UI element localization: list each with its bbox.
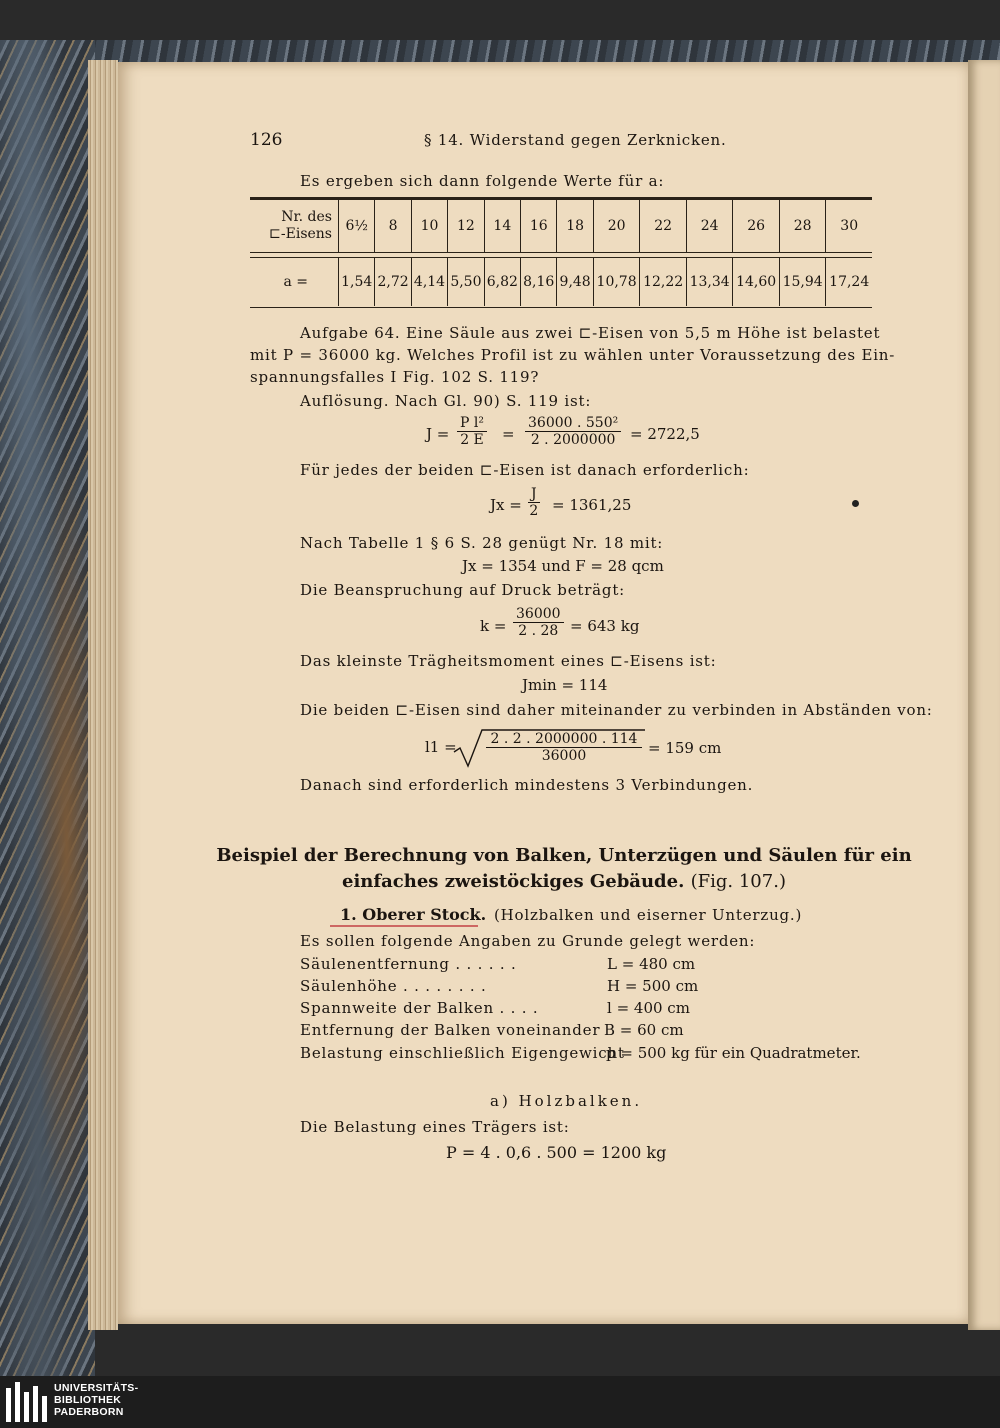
table-cell: 22	[640, 200, 687, 253]
table-cell: 9,48	[557, 258, 593, 307]
table-cell: 17,24	[826, 258, 872, 307]
solution-intro: Auflösung. Nach Gl. 90) S. 119 ist:	[300, 392, 592, 410]
page-number: 126	[250, 130, 283, 150]
fraction-numerator: J	[528, 486, 540, 503]
page-edges	[88, 60, 118, 1330]
text-stress: Die Beanspruchung auf Druck beträgt:	[300, 581, 625, 599]
table-cell: 24	[686, 200, 733, 253]
table-cell: 14,60	[733, 258, 780, 307]
library-name-line1: UNIVERSITÄTS-	[54, 1382, 139, 1394]
param-label: Entfernung der Balken voneinander	[300, 1021, 601, 1039]
table-cell: 16	[521, 200, 557, 253]
formula-equals: =	[502, 425, 515, 443]
table-cell: 20	[593, 200, 640, 253]
example-intro: Es sollen folgende Angaben zu Grunde gelegt werden:	[300, 932, 756, 950]
param-label: Säulenhöhe . . . . . . . .	[300, 977, 487, 995]
task-line-2: mit P = 36000 kg. Welches Profil ist zu wählen unter Voraussetzung des Ein-	[250, 346, 896, 364]
example-heading-line-2	[200, 871, 928, 892]
example-heading-line-1: Beispiel der Berechnung von Balken, Unterzügen und Säulen für ein	[216, 845, 912, 866]
table-cell: 1,54	[339, 258, 375, 307]
library-name	[54, 1382, 138, 1418]
table-cell: 13,34	[686, 258, 733, 307]
fraction-denominator: 2 . 2000000	[530, 432, 616, 448]
section-a-title: a) Holzbalken.	[490, 1092, 643, 1110]
table-cell: 30	[826, 200, 872, 253]
row-label-line1: Nr. des	[281, 209, 332, 225]
task-line-1: Aufgabe 64. Eine Säule aus zwei ⊏-Eisen von 5,5 m Höhe ist belastet	[300, 324, 881, 342]
table-cell: 12	[448, 200, 484, 253]
values-table	[250, 200, 872, 306]
row-label-a: a =	[283, 274, 308, 290]
table-row-values	[250, 258, 872, 307]
book-cover-marble-left	[0, 40, 95, 1380]
row-label-line2: ⊏-Eisens	[269, 226, 332, 242]
footer-bar	[0, 1376, 1000, 1428]
running-head: § 14. Widerstand gegen Zerknicken.	[424, 131, 727, 149]
param-label: Belastung einschließlich Eigengewicht	[300, 1044, 625, 1062]
fraction-denominator: 2	[529, 503, 539, 519]
load-text: Die Belastung eines Trägers ist:	[300, 1118, 570, 1136]
text-result: Danach sind erforderlich mindestens 3 Verbindungen.	[300, 776, 754, 794]
table-row-profiles	[250, 200, 872, 253]
row-label-profile	[250, 200, 339, 253]
table-cell: 2,72	[375, 258, 411, 307]
formula-jx-fraction	[528, 486, 540, 519]
param-value: H = 500 cm	[607, 977, 699, 995]
table-cell: 14	[484, 200, 520, 253]
table-cell: 10,78	[593, 258, 640, 307]
formula-j-fraction-1	[457, 415, 487, 448]
table-bottom-rule	[250, 307, 872, 308]
fraction-denominator: 2 E	[460, 432, 484, 448]
example-heading-fig: (Fig. 107.)	[690, 871, 786, 892]
param-value: l = 400 cm	[607, 999, 690, 1017]
table-cell: 26	[733, 200, 780, 253]
table-cell: 5,50	[448, 258, 484, 307]
fraction-numerator: 36000	[513, 606, 564, 623]
formula-j-fraction-2	[525, 415, 621, 448]
table-cell: 15,94	[779, 258, 826, 307]
formula-j-lhs: J =	[426, 425, 450, 443]
example-heading-title: einfaches zweistöckiges Gebäude.	[342, 871, 685, 892]
table-cell: 28	[779, 200, 826, 253]
formula-l1-lhs: l1 =	[425, 738, 457, 756]
library-logo-icon	[6, 1382, 46, 1422]
fraction-numerator: P l²	[457, 415, 487, 432]
table-cell: 12,22	[640, 258, 687, 307]
fraction-numerator: 2 . 2 . 2000000 . 114	[486, 731, 642, 748]
task-line-3: spannungsfalles I Fig. 102 S. 119?	[250, 368, 540, 386]
red-pencil-underline	[330, 925, 478, 927]
text-table-ref: Nach Tabelle 1 § 6 S. 28 genügt Nr. 18 mit:	[300, 534, 664, 552]
formula-k-fraction	[513, 606, 564, 639]
param-value: L = 480 cm	[607, 955, 696, 973]
formula-l1-fraction	[486, 731, 642, 764]
library-name-line3: PADERBORN	[54, 1406, 124, 1418]
library-logo	[6, 1380, 139, 1424]
subsection-title: 1. Oberer Stock.	[340, 905, 487, 924]
table-cell: 6½	[339, 200, 375, 253]
fraction-numerator: 36000 . 550²	[525, 415, 621, 432]
formula-jmin: Jmin = 114	[522, 676, 608, 694]
text-min-moment: Das kleinste Trägheitsmoment eines ⊏-Eisens ist:	[300, 652, 717, 670]
param-label: Säulenentfernung . . . . . .	[300, 955, 517, 973]
ink-dot	[852, 500, 859, 507]
table-intro: Es ergeben sich dann folgende Werte für a:	[300, 172, 665, 190]
formula-k-lhs: k =	[480, 617, 507, 635]
table-cell: 10	[411, 200, 447, 253]
table-cell: 6,82	[484, 258, 520, 307]
formula-k-result: = 643 kg	[570, 617, 640, 635]
facing-page-edge	[968, 60, 1000, 1330]
table-cell: 18	[557, 200, 593, 253]
formula-jx-line: Jx = 1354 und F = 28 qcm	[462, 557, 664, 575]
formula-j-result: = 2722,5	[630, 425, 700, 443]
load-formula: P = 4 . 0,6 . 500 = 1200 kg	[446, 1143, 667, 1162]
text-each-profile: Für jedes der beiden ⊏-Eisen ist danach erforderlich:	[300, 461, 750, 479]
table-cell: 4,14	[411, 258, 447, 307]
param-label: Spannweite der Balken . . . .	[300, 999, 539, 1017]
table-cell: 8,16	[521, 258, 557, 307]
fraction-denominator: 2 . 28	[518, 623, 559, 639]
fraction-denominator: 36000	[541, 748, 587, 764]
param-value: B = 60 cm	[604, 1021, 684, 1039]
subsection-note: (Holzbalken und eiserner Unterzug.)	[494, 906, 803, 924]
formula-jx-result: = 1361,25	[552, 496, 632, 514]
formula-l1-result: = 159 cm	[648, 739, 722, 757]
table-cell: 8	[375, 200, 411, 253]
formula-jx-lhs: Jx =	[490, 496, 522, 514]
text-connect: Die beiden ⊏-Eisen sind daher miteinander zu verbinden in Abständen von:	[300, 701, 933, 719]
library-name-line2: BIBLIOTHEK	[54, 1394, 122, 1406]
param-value: p = 500 kg für ein Quadratmeter.	[606, 1044, 861, 1062]
